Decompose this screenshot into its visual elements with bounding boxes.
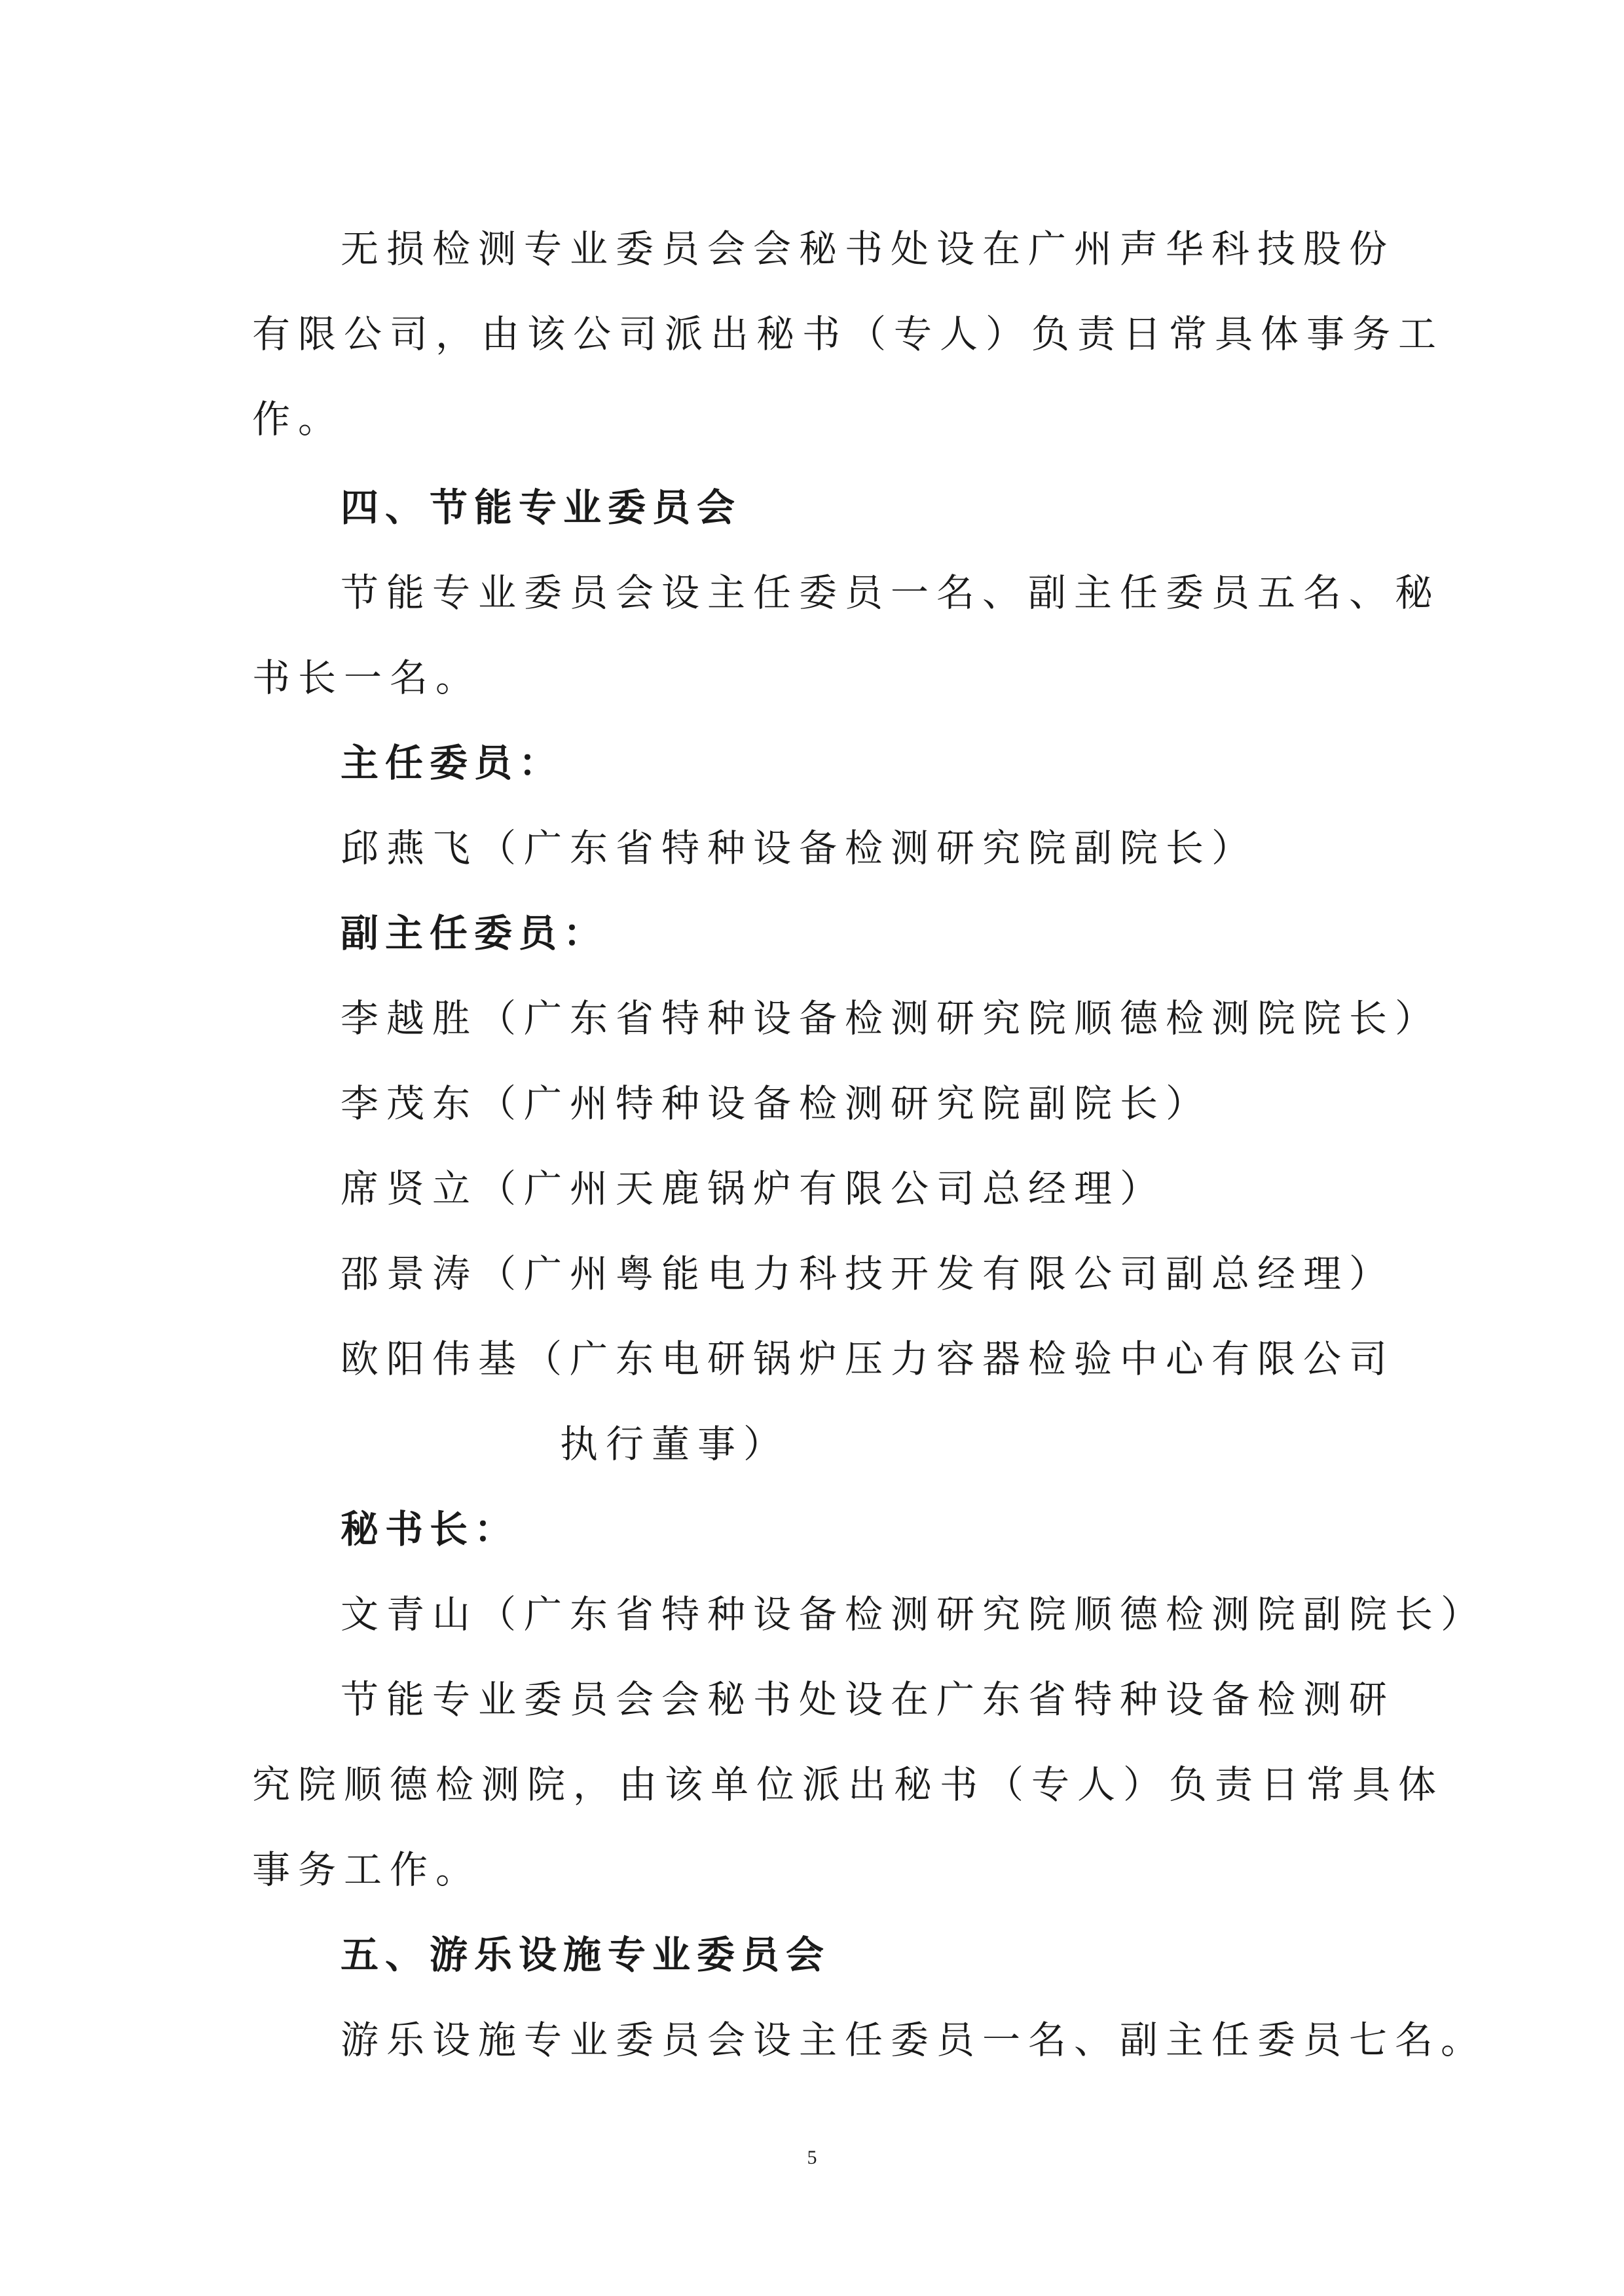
- page-number: 5: [807, 2147, 817, 2168]
- director-entry: 邱燕飞（广东省特种设备检测研究院副院长）: [341, 826, 1258, 870]
- secretariat-paragraph-line: 有限公司，由该公司派出秘书（专人）负责日常具体事务工: [252, 312, 1445, 356]
- deputy-director-label: 副主任委员：: [341, 911, 608, 955]
- secretariat-paragraph-line: 无损检测专业委员会会秘书处设在广州声华科技股份: [341, 227, 1395, 271]
- secretariat-paragraph-line: 节能专业委员会会秘书处设在广东省特种设备检测研: [341, 1677, 1395, 1722]
- deputy-director-entry: 邵景涛（广州粤能电力科技开发有限公司副总经理）: [341, 1251, 1395, 1296]
- deputy-director-entry: 欧阳伟基（广东电研锅炉压力容器检验中心有限公司: [341, 1337, 1395, 1381]
- deputy-director-entry: 席贤立（广州天鹿锅炉有限公司总经理）: [341, 1166, 1166, 1211]
- intro-paragraph-line: 书长一名。: [252, 656, 482, 700]
- director-label: 主任委员：: [341, 741, 564, 785]
- section-heading: 五、游乐设施专业委员会: [341, 1933, 831, 1977]
- secretariat-paragraph-line: 究院顺德检测院，由该单位派出秘书（专人）负责日常具体: [252, 1762, 1445, 1807]
- section-heading: 四、节能专业委员会: [341, 485, 742, 530]
- secretary-general-entry: 文青山（广东省特种设备检测研究院顺德检测院副院长）: [341, 1592, 1487, 1637]
- deputy-director-entry: 李茂东（广州特种设备检测研究院副院长）: [341, 1081, 1212, 1126]
- secretariat-paragraph-line: 事务工作。: [252, 1847, 482, 1892]
- intro-paragraph-line: 节能专业委员会设主任委员一名、副主任委员五名、秘: [341, 570, 1441, 615]
- secretary-general-label: 秘书长：: [341, 1507, 519, 1551]
- deputy-director-entry-continuation: 执行董事）: [560, 1422, 790, 1466]
- secretariat-paragraph-line: 作。: [252, 397, 344, 441]
- intro-paragraph-line: 游乐设施专业委员会设主任委员一名、副主任委员七名。: [341, 2018, 1487, 2062]
- deputy-director-entry: 李越胜（广东省特种设备检测研究院顺德检测院院长）: [341, 996, 1441, 1041]
